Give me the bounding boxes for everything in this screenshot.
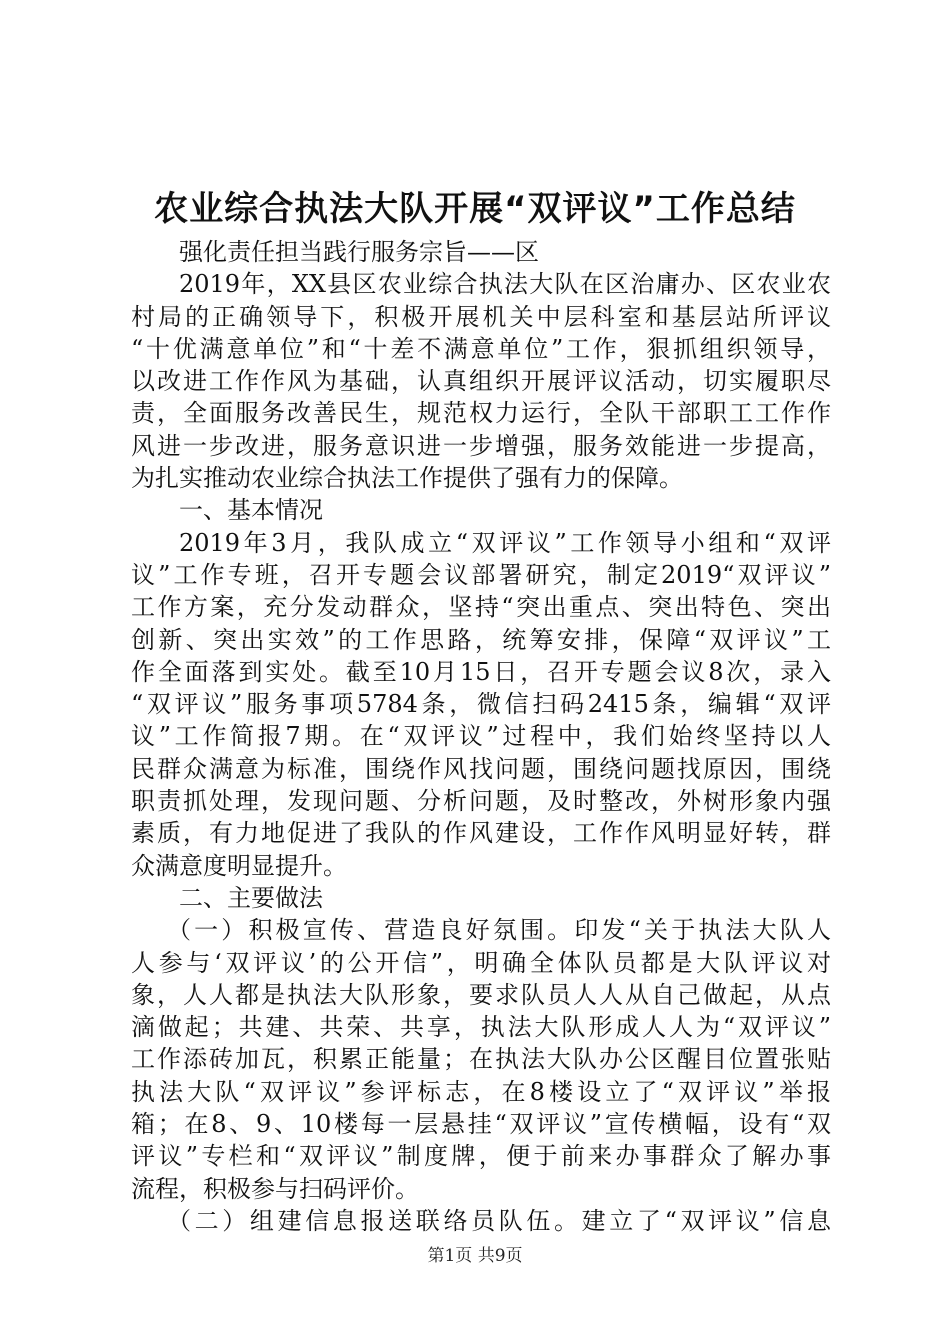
paragraph-line: 风进一步改进，服务意识进一步增强，服务效能进一步提高，: [131, 431, 831, 460]
paragraph-line: 创新、突出实效”的工作思路，统筹安排，保障“双评议”工: [131, 625, 831, 654]
document-body: [131, 236, 831, 1237]
paragraph-line: 作全面落到实处。截至10月15日，召开专题会议8次，录入: [131, 657, 831, 686]
paragraph-line: 滴做起；共建、共荣、共享，执法大队形成人人为“双评议”: [131, 1013, 831, 1042]
paragraph-line: 议”工作专班，召开专题会议部署研究，制定2019“双评议”: [131, 560, 831, 589]
page-footer: 第1页 共9页: [427, 1246, 523, 1266]
subtitle-line: 强化责任担当践行服务宗旨——区: [179, 238, 539, 266]
paragraph-line: 流程，积极参与扫码评价。: [131, 1174, 419, 1203]
paragraph-line: 2019年，XX县区农业综合执法大队在区治庸办、区农业农: [179, 270, 831, 299]
paragraph-line: 以改进工作作风为基础，认真组织开展评议活动，切实履职尽: [131, 367, 831, 396]
paragraph-line: 2019年3月，我队成立“双评议”工作领导小组和“双评: [179, 528, 831, 557]
paragraph-line: 人参与‘双评议’的公开信”，明确全体队员都是大队评议对: [131, 948, 831, 977]
section-heading: 二、主要做法: [179, 883, 323, 912]
paragraph-line: “十优满意单位”和“十差不满意单位”工作，狠抓组织领导，: [131, 334, 831, 363]
section-heading: 一、基本情况: [179, 496, 323, 525]
paragraph-line: 为扎实推动农业综合执法工作提供了强有力的保障。: [131, 464, 683, 493]
paragraph-line: 众满意度明显提升。: [131, 851, 347, 880]
paragraph-line: （二）组建信息报送联络员队伍。建立了“双评议”信息: [167, 1206, 831, 1235]
paragraph-line: 职责抓处理，发现问题、分析问题，及时整改，外树形象内强: [131, 787, 831, 816]
paragraph-line: 民群众满意为标准，围绕作风找问题，围绕问题找原因，围绕: [131, 754, 831, 783]
paragraph-line: 责，全面服务改善民生，规范权力运行，全队干部职工工作作: [131, 399, 831, 428]
paragraph-line: 执法大队“双评议”参评标志，在8楼设立了“双评议”举报: [131, 1077, 831, 1106]
paragraph-line: “双评议”服务事项5784条，微信扫码2415条，编辑“双评: [131, 690, 831, 719]
paragraph-line: 村局的正确领导下，积极开展机关中层科室和基层站所评议: [131, 302, 831, 331]
page-title: 农业综合执法大队开展“双评议”工作总结: [154, 189, 796, 229]
paragraph-line: 工作方案，充分发动群众，坚持“突出重点、突出特色、突出: [131, 593, 831, 622]
paragraph-line: 工作添砖加瓦，积累正能量；在执法大队办公区醒目位置张贴: [131, 1045, 831, 1074]
paragraph-line: 议”工作简报7期。在“双评议”过程中，我们始终坚持以人: [131, 722, 831, 751]
paragraph-line: 评议”专栏和“双评议”制度牌，便于前来办事群众了解办事: [131, 1142, 831, 1171]
paragraph-line: （一）积极宣传、营造良好氛围。印发“关于执法大队人: [167, 916, 831, 945]
paragraph-line: 素质，有力地促进了我队的作风建设，工作作风明显好转，群: [131, 819, 831, 848]
paragraph-line: 箱；在8、9、10楼每一层悬挂“双评议”宣传横幅，设有“双: [131, 1110, 831, 1139]
paragraph-line: 象，人人都是执法大队形象，要求队员人人从自己做起，从点: [131, 980, 831, 1009]
